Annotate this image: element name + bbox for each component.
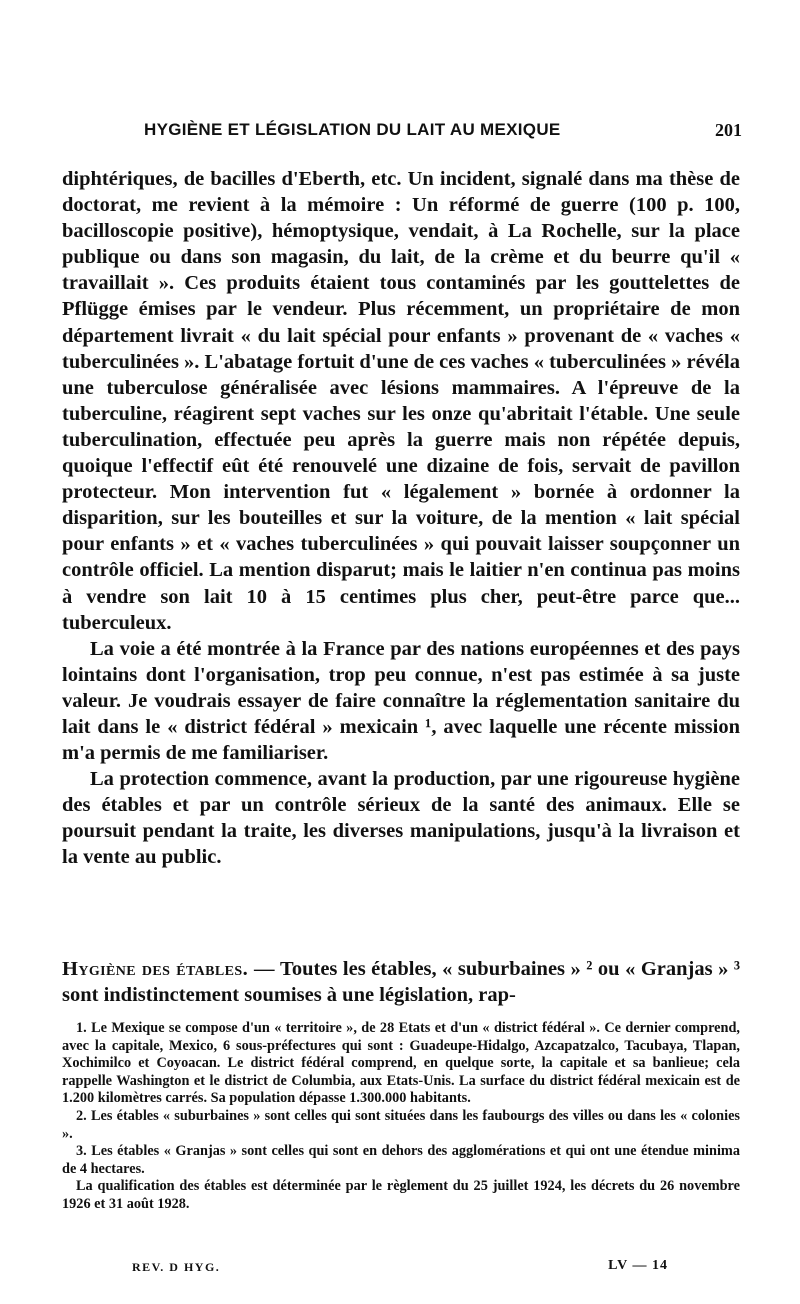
section-text: Toutes les étables, « suburbaines » ² ou « Granjas » ³ sont indistinctement soumises à une législation, rap- xyxy=(62,958,740,1007)
section-heading: Hygiène des étables. — xyxy=(62,958,275,980)
journal-abbreviation: REV. D HYG. xyxy=(132,1260,221,1274)
running-header xyxy=(62,120,742,146)
section-paragraph xyxy=(62,956,740,1008)
footnote: 2. Les étables « suburbaines » sont celles qui sont situées dans les faubourgs des villes ou dans les « colonies ». xyxy=(62,1107,740,1142)
paragraph: La protection commence, avant la production, par une rigoureuse hygiène des étables et par un contrôle sérieux de la santé des animaux. Elle se poursuit pendant la traite, les diverses manipulations, jusqu'à la livraison et la vente au public. xyxy=(62,768,740,869)
page-footer xyxy=(62,1258,740,1278)
paragraph: La voie a été montrée à la France par des nations européennes et des pays lointains dont l'organisation, trop peu connue, n'est pas estimée à sa juste valeur. Je voudrais essayer de faire connaître la réglementation sanitaire du lait dans le « district fédéral » mexicain ¹, avec laquelle une récente mission m'a permis de me familiariser. xyxy=(62,637,740,765)
footnote: 3. Les étables « Granjas » sont celles qui sont en dehors des agglomérations et qui ont une étendue minima de 4 hectares. xyxy=(62,1143,740,1177)
footnotes xyxy=(62,1020,740,1214)
body-text xyxy=(62,166,740,871)
footnote: 1. Le Mexique se compose d'un « territoire », de 28 Etats et d'un « district fédéral ». Ce dernier comprend, avec la capitale, Mexico, 6 sous-préfectures qui sont : Guadeupe-Hidalgo, Azcapatzalco, Tacubaya, Tlapan, Xochimilco et Coyoacan. Le district fédéral comprend, en quelque sorte, la capitale et sa banlieue; cela rappelle Washington et le district de Columbia, aux Etats-Unis. La surface du district fédéral mexicain est de 1.200 kilomètres carrés. Sa population dépasse 1.300.000 habitants. xyxy=(62,1020,740,1107)
footnote: La qualification des étables est déterminée par le règlement du 25 juillet 1924, les décrets du 26 novembre 1926 et 31 août 1928. xyxy=(62,1178,740,1212)
signature-mark: LV — 14 xyxy=(608,1258,668,1273)
paragraph: diphtériques, de bacilles d'Eberth, etc. Un incident, signalé dans ma thèse de doctorat, me revient à la mémoire : Un réformé de guerre (100 p. 100, bacilloscopie positive), hémoptysique, vendait, à La Rochelle, sur la place publique ou dans son magasin, du lait, de la crème et du beurre qu'il « travaillait ». Ces produits étaient tous contaminés par les gouttelettes de Pflügge émises par le vendeur. Plus récemment, un propriétaire de mon département livrait « du lait spécial pour enfants » provenant de « vaches « tuberculinées ». L'abatage fortuit d'une de ces vaches « tuberculinées » révéla une tuberculose généralisée avec lésions mammaires. A l'épreuve de la tuberculine, réagirent sept vaches sur les onze qu'abritait l'étable. Une seule tuberculination, effectuée peu après la guerre mais non répétée depuis, quoique l'effectif eût été renouvelé une dizaine de fois, servait de pavillon protecteur. Mon intervention fut « légalement » bornée à ordonner la disparition, sur les bouteilles et sur la voiture, de la mention « lait spécial pour enfants » et « vaches tuberculinées » qui pouvait laisser soupçonner un contrôle officiel. La mention disparut; mais le laitier n'en continua pas moins à vendre son lait 10 à 15 centimes plus cher, peut-être parce que... tuberculeux. xyxy=(62,168,740,634)
page-number: 201 xyxy=(715,120,742,140)
running-title: HYGIÈNE ET LÉGISLATION DU LAIT AU MEXIQUE xyxy=(144,120,561,139)
